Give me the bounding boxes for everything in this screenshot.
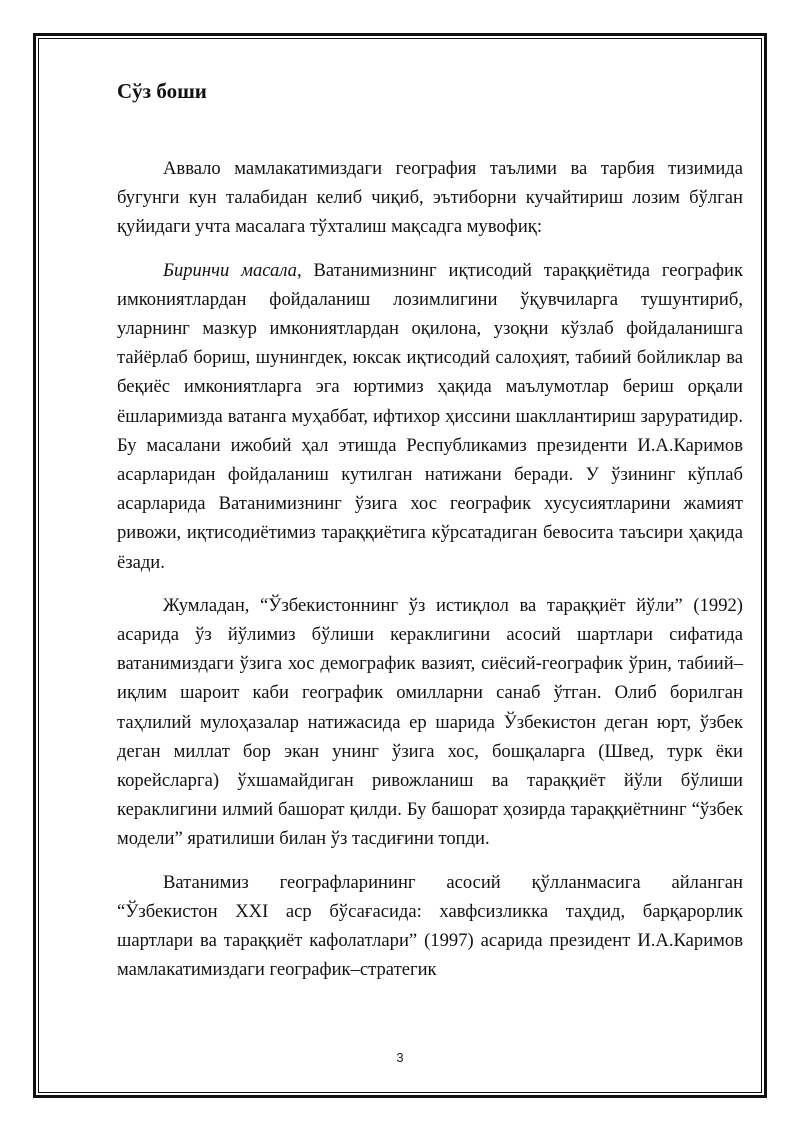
paragraph-first-issue bbox=[117, 256, 743, 577]
paragraph-first-issue-lead: Биринчи масала, bbox=[163, 259, 302, 281]
document-body bbox=[117, 70, 743, 984]
paragraph-1992-work-text: Жумладан, “Ўзбекистоннинг ўз истиқлол ва тараққиёт йўли” (1992) асарида ўз йўлимиз бўлиши кераклигини асосий шартлари сифатида ватанимиздаги ўзига хос демографик вазият, сиёсий-географик ўрин, табиий–иқлим шароит каби географик омилларни санаб ўтган. Олиб борилган таҳлилий мулоҳазалар натижасида ер шарида Ўзбекистон деган юрт, ўзбек деган миллат бор экан унинг ўзига хос, бошқаларга (Швед, турк ёки корейсларга) ўхшамайдиган ривожланиш ва тараққиёт йўли бўлиши кераклигини илмий башорат қилди. Бу башорат ҳозирда тараққиётнинг “ўзбек модели” яратилиши билан ўз тасдиғини топди. bbox=[117, 594, 743, 850]
paragraph-first-issue-text: Ватанимизнинг иқтисодий тараққиётида географик имкониятлардан фойдаланиш лозимлигини ўқувчиларга тушунтириб, уларнинг мазкур имкониятлардан оқилона, узоқни кўзлаб фойдаланишга тайёрлаб бориш, шунингдек, юксак иқтисодий салоҳият, табиий бойликлар ва беқиёс имкониятларга эга юртимиз ҳақида маълумотлар бериш орқали ёшларимизда ватанга муҳаббат, ифтихор ҳиссини шакллантириш заруратидир. Бу масалани ижобий ҳал этишда Республикамиз президенти И.А.Каримов асарларидан фойдаланиш кутилган натижани беради. У ўзининг кўплаб асарларида Ватанимизнинг ўзига хос географик хусусиятларини жамият ривожи, иқтисодиётимиз тараққиётига кўрсатадиган бевосита таъсири ҳақида ёзади. bbox=[117, 259, 743, 573]
page-title: Сўз боши bbox=[117, 79, 207, 103]
paragraph-intro bbox=[117, 154, 743, 242]
paragraph-1997-work bbox=[117, 868, 743, 985]
paragraph-1997-work-text: Ватанимиз географларининг асосий қўлланмасига айланган “Ўзбекистон XXI аср бўсағасида: хавфсизликка таҳдид, барқарорлик шартлари ва тараққиёт кафолатлари” (1997) асарида президент И.А.Каримов мамлакатимиздаги географик–стратегик bbox=[117, 871, 743, 981]
page-number: 3 bbox=[396, 1050, 404, 1065]
paragraph-1992-work bbox=[117, 591, 743, 854]
paragraph-intro-text: Аввало мамлакатимиздаги география таълими ва тарбия тизимида бугунги кун талабидан келиб чиқиб, эътиборни кучайтириш лозим бўлган қуйидаги учта масалага тўхталиш мақсадга мувофиқ: bbox=[117, 158, 743, 238]
